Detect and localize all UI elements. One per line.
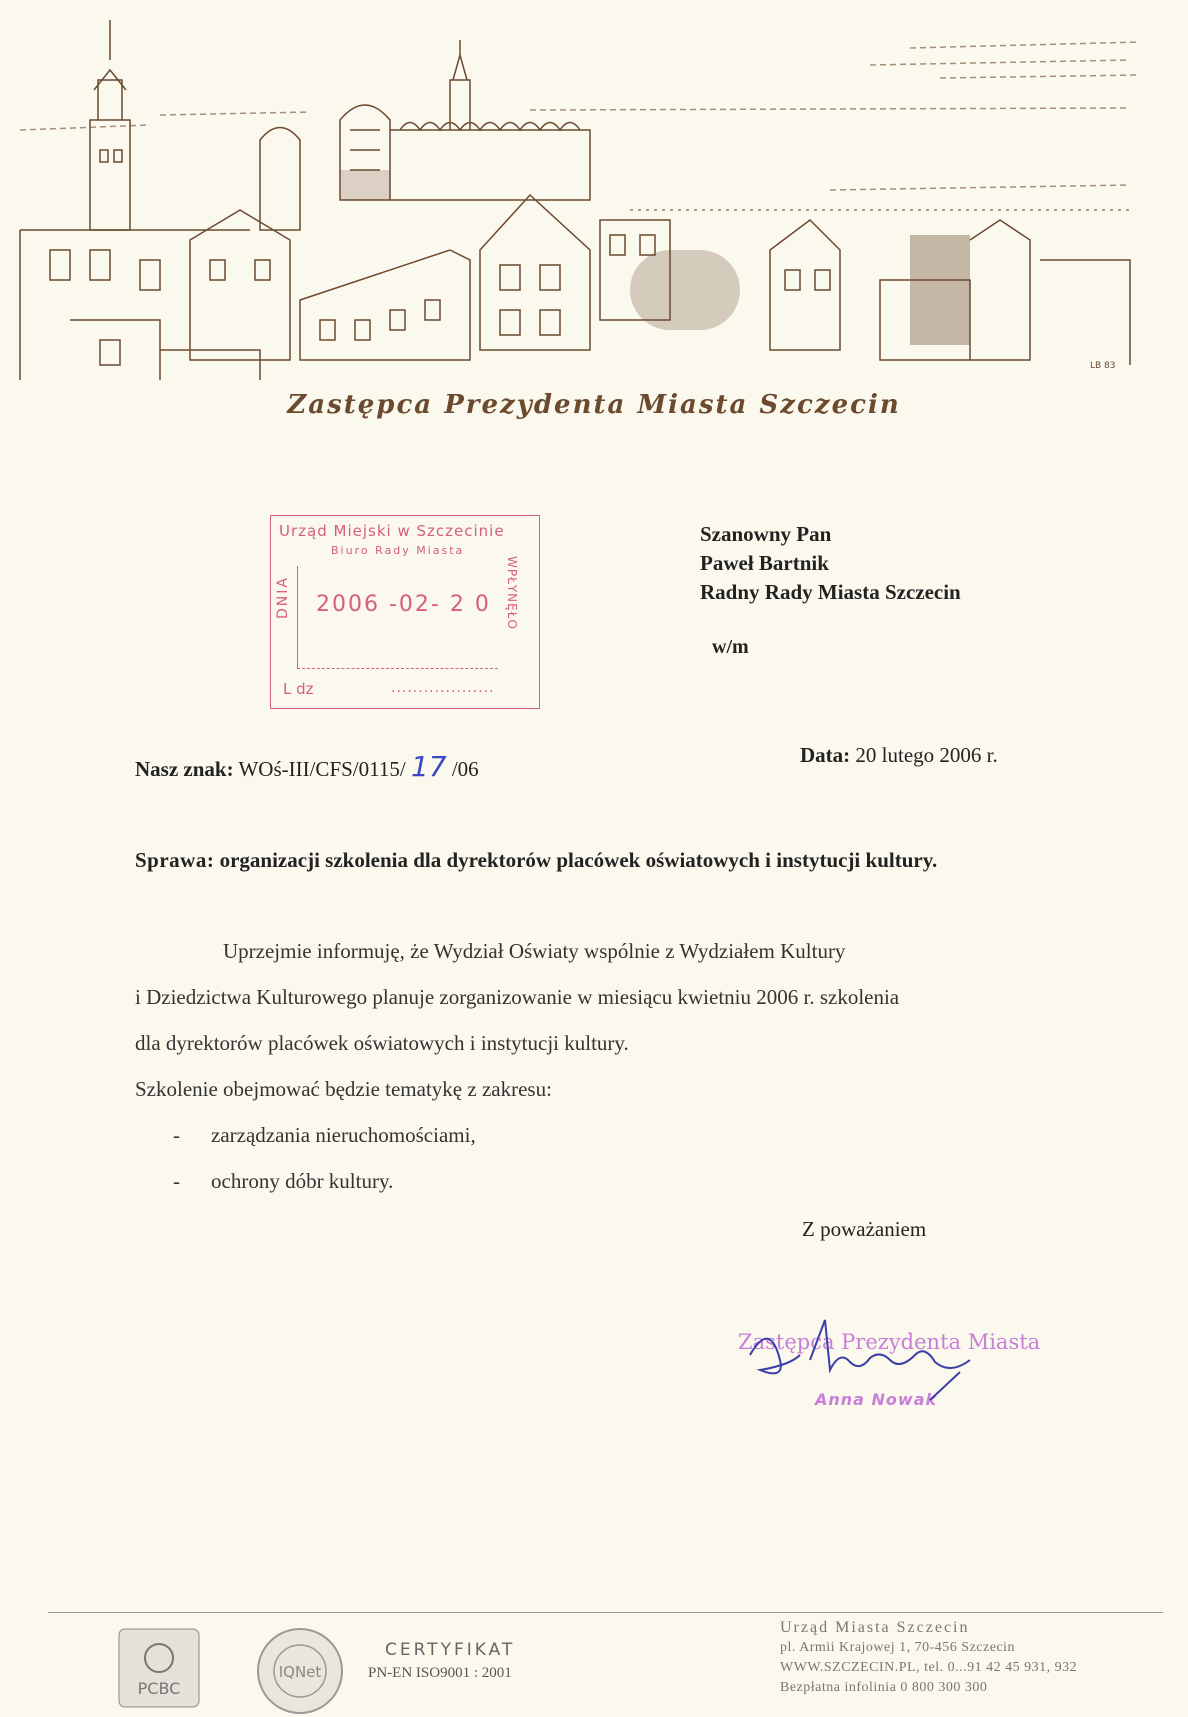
recipient-role: Radny Rady Miasta Szczecin [700, 580, 961, 604]
letter-date [800, 743, 998, 768]
subject-text: organizacji szkolenia dla dyrektorów placówek oświatowych i instytucji kultury. [219, 848, 938, 872]
reference-number [135, 750, 479, 783]
date-value: 20 lutego 2006 r. [855, 743, 998, 767]
certificate-norm: PN-EN ISO9001 : 2001 [368, 1665, 512, 1681]
office-address [780, 1618, 1077, 1698]
recipient-salutation: Szanowny Pan [700, 522, 832, 546]
stamp-wplynelo-label: WPŁYNĘŁO [505, 556, 519, 630]
bullet-text: ochrony dóbr kultury. [211, 1169, 394, 1193]
pcbc-certification-logo [118, 1628, 200, 1708]
recipient-name: Paweł Bartnik [700, 551, 829, 575]
date-label: Data: [800, 743, 851, 767]
city-skyline-illustration [10, 20, 1145, 385]
stamp-ldz-value: ................... [391, 680, 495, 696]
closing-phrase: Z poważaniem [802, 1217, 927, 1241]
artist-mark: LB 83 [1090, 361, 1116, 371]
incoming-stamp [270, 515, 540, 709]
bullet-marker: - [173, 1169, 180, 1193]
letter-body [135, 928, 1075, 1204]
list-item [135, 1158, 1075, 1204]
handwritten-signature [730, 1300, 990, 1410]
stamp-dnia-label: DNIA [275, 576, 291, 619]
stamp-office: Urząd Miejski w Szczecinie [279, 522, 505, 540]
header-title: Zastępca Prezydenta Miasta Szczecin [287, 390, 901, 420]
stamp-department: Biuro Rady Miasta [331, 544, 465, 557]
address-line: Bezpłatna infolinia 0 800 300 300 [780, 1680, 988, 1695]
recipient-block [700, 520, 961, 607]
certificate-title: CERTYFIKAT [385, 1640, 516, 1660]
body-line-1: Uprzejmie informuję, że Wydział Oświaty wspólnie z Wydziałem Kultury [223, 939, 846, 963]
recipient-wm: w/m [712, 636, 749, 658]
address-line: Urząd Miasta Szczecin [780, 1619, 970, 1636]
body-line-4: Szkolenie obejmować będzie tematykę z zakresu: [135, 1077, 552, 1101]
subject-line [135, 848, 937, 873]
signature-stamp-title: Zastępca Prezydenta Miasta [738, 1330, 1041, 1354]
stamp-date: 2006 -02- 2 0 [316, 592, 491, 617]
stamp-ldz-label: L dz [283, 680, 314, 698]
bullet-marker: - [173, 1123, 180, 1147]
bullet-text: zarządzania nieruchomościami, [211, 1123, 476, 1147]
signature-stamp-name: Anna Nowak [815, 1390, 938, 1409]
subject-label: Sprawa: [135, 848, 215, 872]
pcbc-logo-text: PCBC [137, 1679, 181, 1698]
reference-handwritten-number: 17 [410, 750, 447, 783]
footer-divider [48, 1612, 1163, 1613]
reference-suffix: /06 [451, 757, 479, 781]
reference-prefix: WOś-III/CFS/0115/ [238, 757, 406, 781]
reference-label: Nasz znak: [135, 757, 234, 781]
body-line-2: i Dziedzictwa Kulturowego planuje zorganizowanie w miesiącu kwietniu 2006 r. szkolenia [135, 985, 900, 1009]
body-line-3: dla dyrektorów placówek oświatowych i instytucji kultury. [135, 1031, 629, 1055]
list-item [135, 1112, 1075, 1158]
iqnet-certification-logo [255, 1626, 345, 1716]
stamp-date-box [297, 566, 498, 669]
address-line: WWW.SZCZECIN.PL, tel. 0...91 42 45 931, 932 [780, 1660, 1078, 1675]
iqnet-logo-text: IQNet [278, 1663, 322, 1681]
address-line: pl. Armii Krajowej 1, 70-456 Szczecin [780, 1640, 1016, 1655]
